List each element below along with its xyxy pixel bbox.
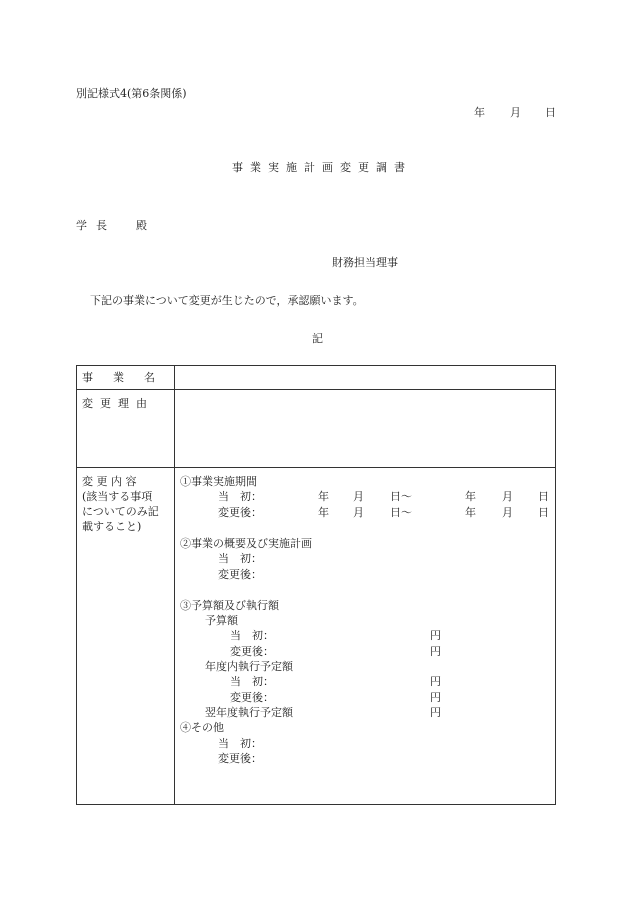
section1-changed-to-year: 年 xyxy=(465,506,476,519)
project-name-label: 事業名 xyxy=(82,371,175,384)
section1-changed-from-year: 年 xyxy=(318,506,329,519)
section4-initial-label: 当 初： xyxy=(218,737,262,750)
budget-changed-label: 変更後： xyxy=(230,645,274,658)
budget-initial-yen: 円 xyxy=(430,629,441,642)
date-month-label: 月 xyxy=(510,106,521,119)
table-row-divider-2 xyxy=(76,467,556,468)
section1-changed-to-day: 日 xyxy=(538,506,549,519)
section2-changed-label: 変更後： xyxy=(218,568,262,581)
section1-initial-from-month: 月 xyxy=(353,490,364,503)
section2-title: ②事業の概要及び実施計画 xyxy=(180,537,312,550)
table-row-divider-1 xyxy=(76,389,556,390)
ki-heading: 記 xyxy=(312,332,323,345)
budget-initial-label: 当 初： xyxy=(230,629,274,642)
project-name-field[interactable] xyxy=(176,367,554,388)
section1-initial-from-year: 年 xyxy=(318,490,329,503)
table-column-divider xyxy=(174,365,175,805)
section3-title: ③予算額及び執行額 xyxy=(180,599,279,612)
section1-changed-from-month: 月 xyxy=(353,506,364,519)
change-reason-label: 変更理由 xyxy=(82,397,154,410)
section4-title: ④その他 xyxy=(180,721,224,734)
addressee-honorific: 殿 xyxy=(136,219,147,232)
addressee-name: 学長 xyxy=(76,219,116,232)
change-content-label-1: 変 更 内 容 xyxy=(82,475,137,488)
section1-changed-from-day: 日～ xyxy=(390,506,412,519)
section1-changed-label: 変更後： xyxy=(218,506,262,519)
change-reason-field[interactable] xyxy=(176,391,554,466)
section4-changed-label: 変更後： xyxy=(218,752,262,765)
budget-changed-yen: 円 xyxy=(430,645,441,658)
current-initial-yen: 円 xyxy=(430,675,441,688)
change-content-label-4: 載すること) xyxy=(82,520,142,533)
date-year-label: 年 xyxy=(474,106,485,119)
current-year-label: 年度内執行予定額 xyxy=(205,660,293,673)
body-text: 下記の事業について変更が生じたので，承認願います。 xyxy=(90,294,364,307)
section1-initial-from-day: 日～ xyxy=(390,490,412,503)
budget-label: 予算額 xyxy=(205,614,238,627)
section2-initial-label: 当 初： xyxy=(218,552,262,565)
current-initial-label: 当 初： xyxy=(230,675,274,688)
date-day-label: 日 xyxy=(545,106,556,119)
form-number: 別記様式4(第6条関係) xyxy=(76,87,187,100)
sender-title: 財務担当理事 xyxy=(332,256,398,269)
change-content-label-2: (該当する事項 xyxy=(82,490,153,503)
section1-changed-to-month: 月 xyxy=(502,506,513,519)
section1-title: ①事業実施期間 xyxy=(180,475,257,488)
next-year-yen: 円 xyxy=(430,706,441,719)
section1-initial-to-year: 年 xyxy=(465,490,476,503)
next-year-label: 翌年度執行予定額 xyxy=(205,706,293,719)
section1-initial-label: 当 初： xyxy=(218,490,262,503)
change-content-label-3: についてのみ記 xyxy=(82,505,159,518)
section1-initial-to-month: 月 xyxy=(502,490,513,503)
current-changed-label: 変更後： xyxy=(230,691,274,704)
section1-initial-to-day: 日 xyxy=(538,490,549,503)
document-title: 事業実施計画変更調書 xyxy=(232,161,412,174)
current-changed-yen: 円 xyxy=(430,691,441,704)
